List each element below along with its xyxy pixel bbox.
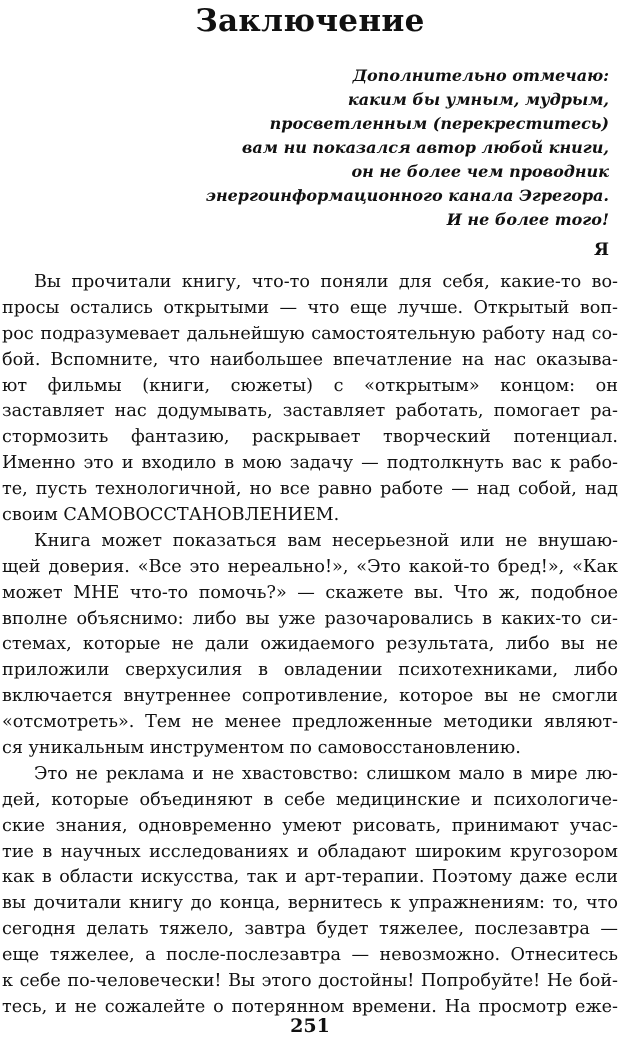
text-line: стемах, которые не дали ожидаемого результата, либо вы не bbox=[2, 634, 618, 655]
text-line: стормозить фантазию, раскрывает творческий потенциал. bbox=[2, 427, 618, 448]
epigraph-line: Дополнительно отмечаю: bbox=[352, 66, 609, 85]
text-line: рос подразумевает дальнейшую самостоятельную работу над со- bbox=[2, 323, 618, 344]
text-line: своим САМОВОССТАНОВЛЕНИЕМ. bbox=[2, 505, 340, 526]
text-line: те, пусть технологичной, но все равно работе — над собой, над bbox=[2, 479, 618, 500]
text-line: приложили сверхусилия в овладении психотехниками, либо bbox=[2, 660, 618, 681]
text-line: ские знания, одновременно умеют рисовать, принимают учас- bbox=[2, 815, 618, 836]
epigraph-author: Я bbox=[594, 240, 609, 260]
text-line: включается внутреннее сопротивление, которое вы не смогли bbox=[2, 686, 618, 707]
epigraph-line: он не более чем проводник bbox=[351, 162, 609, 181]
text-line: еще тяжелее, а после-послезавтра — невозможно. Отнеситесь bbox=[2, 945, 618, 966]
text-line: «отсмотреть». Тем не менее предложенные методики являют- bbox=[2, 712, 618, 733]
text-line: тие в научных исследованиях и обладают широким кругозором bbox=[2, 841, 618, 862]
text-line: ют фильмы (книги, сюжеты) с «открытым» концом: он bbox=[2, 375, 618, 396]
epigraph-line: вам ни показался автор любой книги, bbox=[241, 138, 609, 157]
epigraph-line: И не более того! bbox=[446, 210, 609, 229]
text-line: вполне объяснимо: либо вы уже разочаровались в каких-то си- bbox=[2, 608, 618, 629]
text-line: ся уникальным инструментом по самовосстановлению. bbox=[2, 738, 521, 759]
epigraph-line: просветленным (перекреститесь) bbox=[269, 114, 609, 133]
text-line: заставляет нас додумывать, заставляет работать, помогает ра- bbox=[2, 401, 618, 422]
epigraph-line: энергоинформационного канала Эгрегора. bbox=[205, 186, 609, 205]
text-line: тесь, и не сожалейте о потерянном времени. На просмотр еже- bbox=[2, 996, 618, 1017]
text-line: вы дочитали книгу до конца, вернитесь к упражнениям: то, что bbox=[2, 893, 618, 914]
text-line: как в области искусства, так и арт-терапии. Поэтому даже если bbox=[2, 867, 618, 888]
text-line: Вы прочитали книгу, что-то поняли для себя, какие-то во- bbox=[34, 272, 618, 292]
text-line: дей, которые объединяют в себе медицинские и психологиче- bbox=[2, 789, 618, 810]
text-line: Книга может показаться вам несерьезной или не внушаю- bbox=[34, 530, 618, 551]
text-line: бой. Вспомните, что наибольшее впечатление на нас оказыва- bbox=[2, 349, 618, 370]
page-number: 251 bbox=[290, 1015, 330, 1037]
body-text bbox=[2, 270, 618, 1021]
text-line: может МНЕ что-то помочь?» — скажете вы. Что ж, подобное bbox=[2, 582, 618, 603]
text-line: Это не реклама и не хвастовство: слишком мало в мире лю- bbox=[34, 763, 618, 784]
text-line: сегодня делать тяжело, завтра будет тяжелее, послезавтра — bbox=[2, 919, 618, 940]
text-line: к себе по-человечески! Вы этого достойны! Попробуйте! Не бой- bbox=[2, 971, 618, 992]
epigraph-line: каким бы умным, мудрым, bbox=[347, 90, 609, 109]
chapter-title: Заключение bbox=[195, 3, 425, 39]
text-line: Именно это и входило в мою задачу — подтолкнуть вас к рабо- bbox=[2, 453, 618, 474]
text-line: щей доверия. «Все это нереально!», «Это какой-то бред!», «Как bbox=[2, 556, 618, 577]
epigraph bbox=[49, 64, 609, 232]
text-line: просы остались открытыми — что еще лучше. Открытый воп- bbox=[2, 297, 618, 318]
